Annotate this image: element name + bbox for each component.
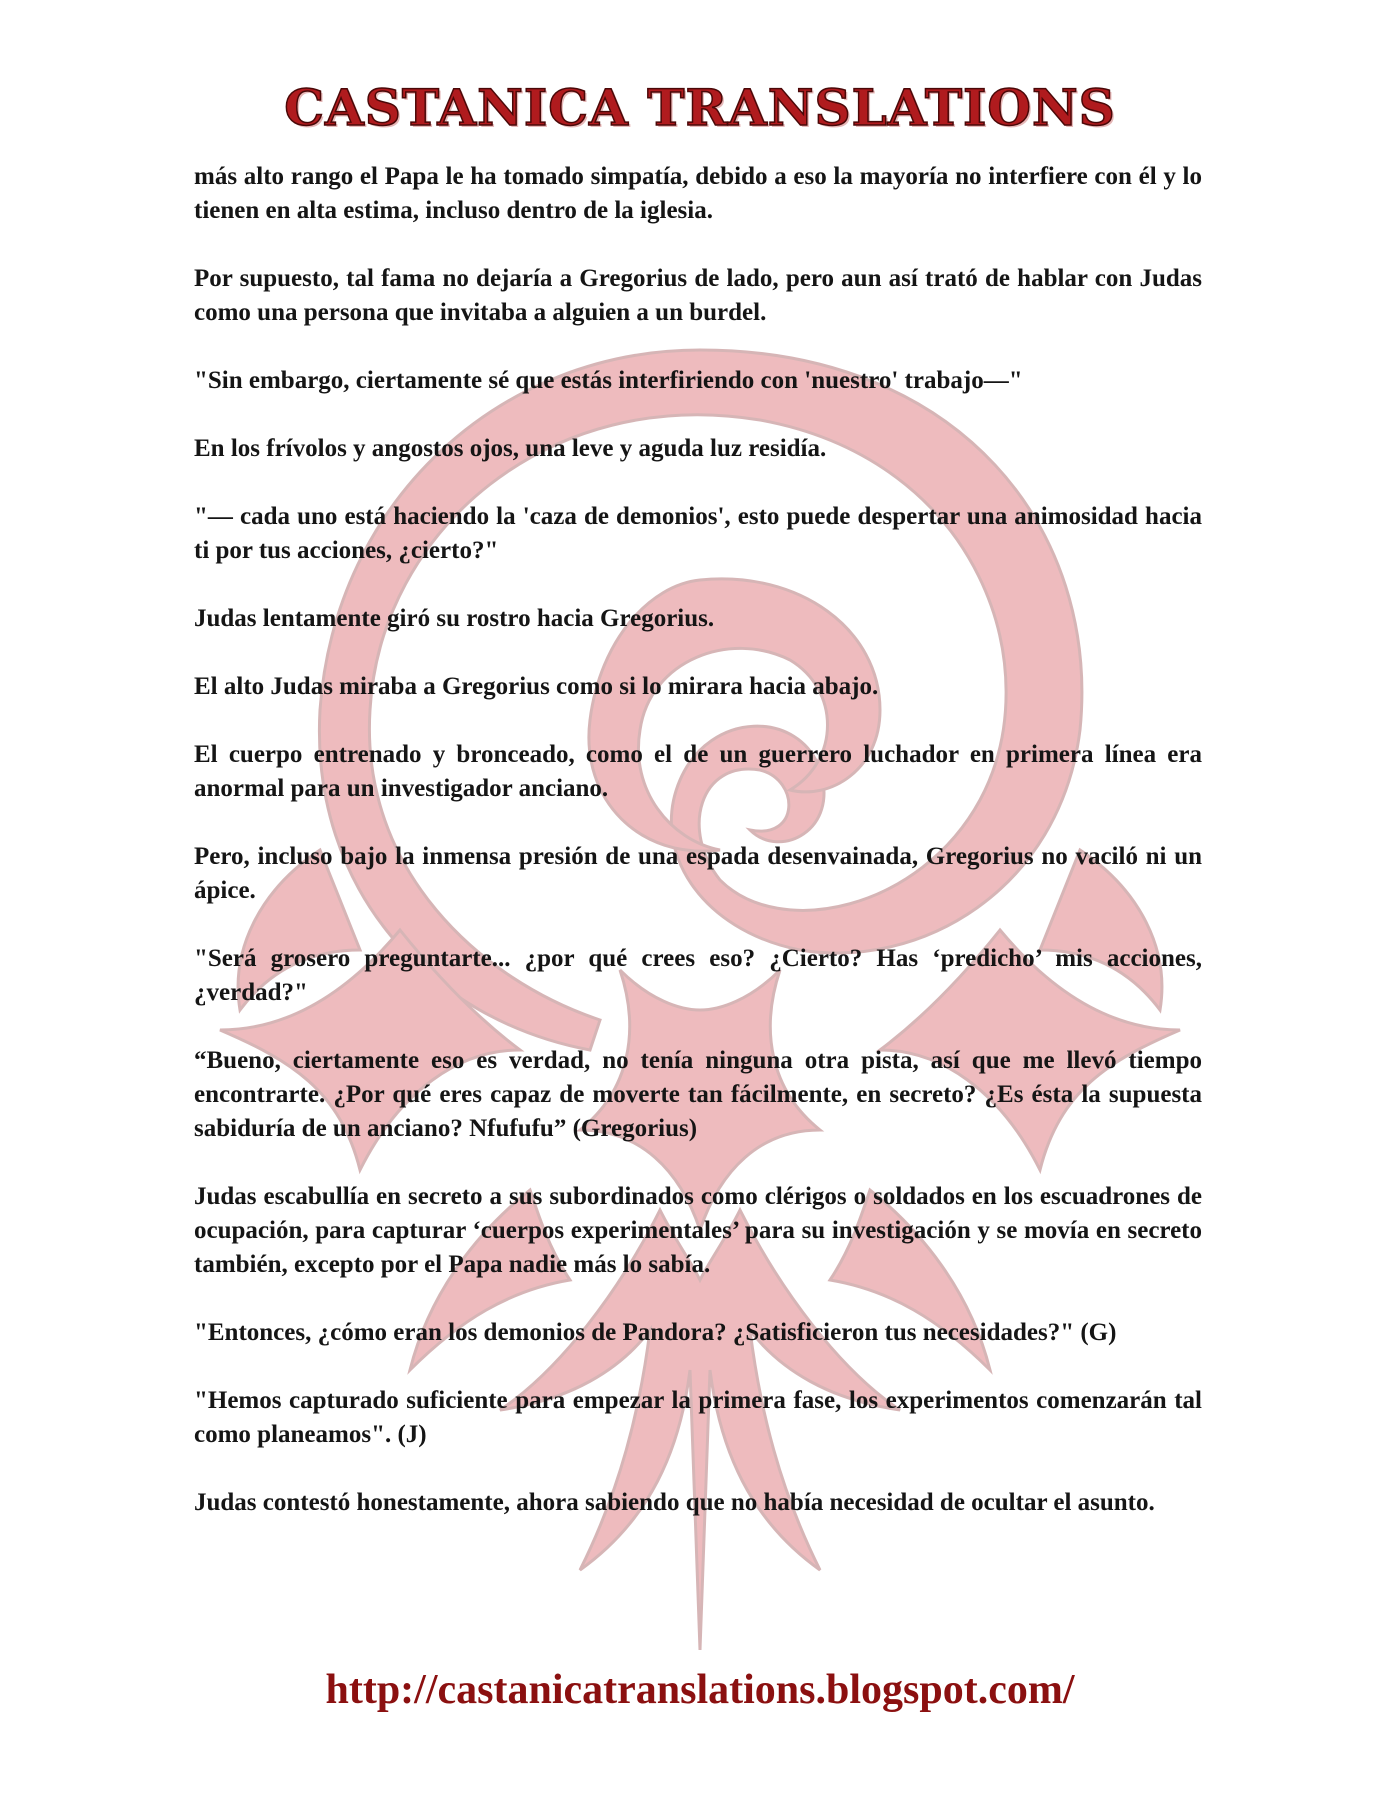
- document-body: [194, 160, 1202, 1554]
- paragraph: más alto rango el Papa le ha tomado simpatía, debido a eso la mayoría no interfiere con él y lo tienen en alta estima, incluso dentro de la iglesia.: [194, 163, 1202, 224]
- paragraph: El alto Judas miraba a Gregorius como si lo mirara hacia abajo.: [194, 673, 879, 700]
- paragraph: Judas contestó honestamente, ahora sabiendo que no había necesidad de ocultar el asunto.: [194, 1489, 1155, 1516]
- paragraph: Judas lentamente giró su rostro hacia Gregorius.: [194, 605, 715, 632]
- paragraph: Pero, incluso bajo la inmensa presión de una espada desenvainada, Gregorius no vaciló ni un ápice.: [194, 843, 1202, 904]
- page-title: CASTANICA TRANSLATIONS: [284, 78, 1116, 137]
- paragraph: "Entonces, ¿cómo eran los demonios de Pandora? ¿Satisficieron tus necesidades?" (G): [194, 1319, 1117, 1346]
- paragraph: En los frívolos y angostos ojos, una leve y aguda luz residía.: [194, 435, 827, 462]
- paragraph: "Hemos capturado suficiente para empezar la primera fase, los experimentos comenzarán tal como planeamos". (J): [194, 1387, 1202, 1448]
- paragraph: "— cada uno está haciendo la 'caza de demonios', esto puede despertar una animosidad hacia ti por tus acciones, ¿cierto?": [194, 503, 1202, 564]
- blog-url-link[interactable]: http://castanicatranslations.blogspot.com/: [325, 1667, 1075, 1713]
- paragraph: El cuerpo entrenado y bronceado, como el de un guerrero luchador en primera línea era anormal para un investigador anciano.: [194, 741, 1202, 802]
- paragraph: "Sin embargo, ciertamente sé que estás interfiriendo con 'nuestro' trabajo—": [194, 367, 1023, 394]
- paragraph: "Será grosero preguntarte... ¿por qué crees eso? ¿Cierto? Has ‘predicho’ mis acciones, ¿verdad?": [194, 945, 1202, 1006]
- paragraph: Judas escabullía en secreto a sus subordinados como clérigos o soldados en los escuadrones de ocupación, para capturar ‘cuerpos experimentales’ para su investigación y se movía en secreto también, excepto por el Papa nadie más lo sabía.: [194, 1183, 1202, 1278]
- paragraph: “Bueno, ciertamente eso es verdad, no tenía ninguna otra pista, así que me llevó tiempo encontrarte. ¿Por qué eres capaz de moverte tan fácilmente, en secreto? ¿Es ésta la supuesta sabiduría de un anciano? Nfufufu” (Gregorius): [194, 1047, 1202, 1142]
- paragraph: Por supuesto, tal fama no dejaría a Gregorius de lado, pero aun así trató de hablar con Judas como una persona que invitaba a alguien a un burdel.: [194, 265, 1202, 326]
